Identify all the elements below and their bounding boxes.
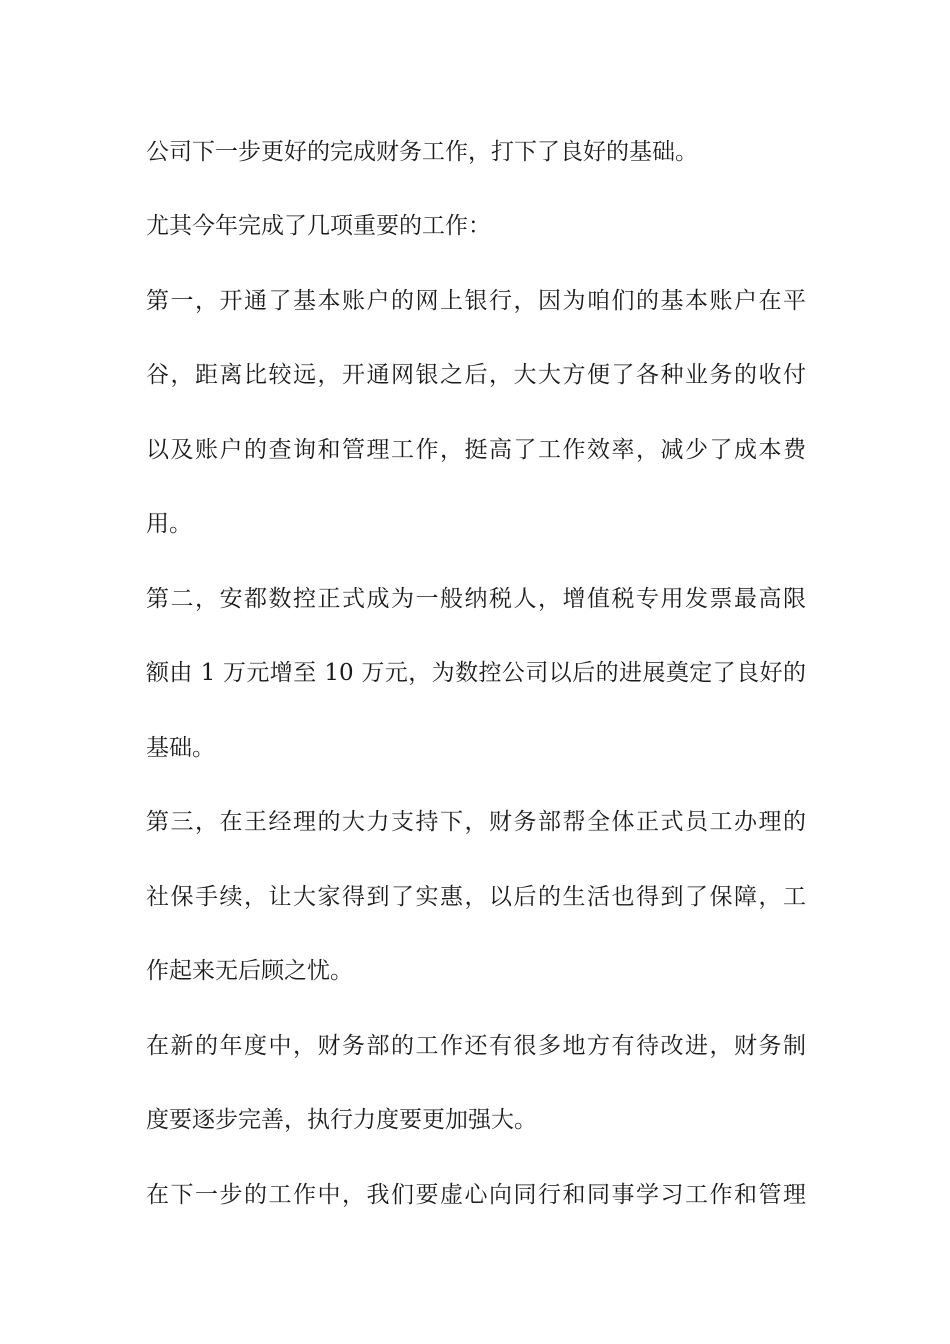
- text-line-9: 基础。: [146, 735, 215, 761]
- text-line-13: 在新的年度中，财务部的工作还有很多地方有待改进，财务制: [146, 1033, 806, 1059]
- text-line-10: 第三，在王经理的大力支持下，财务部帮全体正式员工办理的: [146, 809, 806, 835]
- text-line-5: 以及账户的查询和管理工作，挺高了工作效率，减少了成本费: [146, 437, 806, 463]
- text-line-6: 用。: [146, 511, 192, 537]
- text-line-11: 社保手续，让大家得到了实惠，以后的生活也得到了保障，工: [146, 884, 806, 910]
- text-line-15: 在下一步的工作中，我们要虚心向同行和同事学习工作和管理: [146, 1182, 806, 1208]
- text-line-4: 谷，距离比较远，开通网银之后，大大方便了各种业务的收付: [146, 362, 806, 388]
- text-line-2: 尤其今年完成了几项重要的工作：: [146, 213, 491, 239]
- text-line-14: 度要逐步完善，执行力度要更加强大。: [146, 1107, 537, 1133]
- text-line-7: 第二，安都数控正式成为一般纳税人，增值税专用发票最高限: [146, 586, 806, 612]
- text-line-1: 公司下一步更好的完成财务工作，打下了良好的基础。: [146, 139, 698, 165]
- text-line-12: 作起来无后顾之忧。: [146, 958, 353, 984]
- text-line-3: 第一，开通了基本账户的网上银行，因为咱们的基本账户在平: [146, 288, 806, 314]
- text-line-8: 额由 1 万元增至 10 万元，为数控公司以后的进展奠定了良好的: [146, 660, 806, 686]
